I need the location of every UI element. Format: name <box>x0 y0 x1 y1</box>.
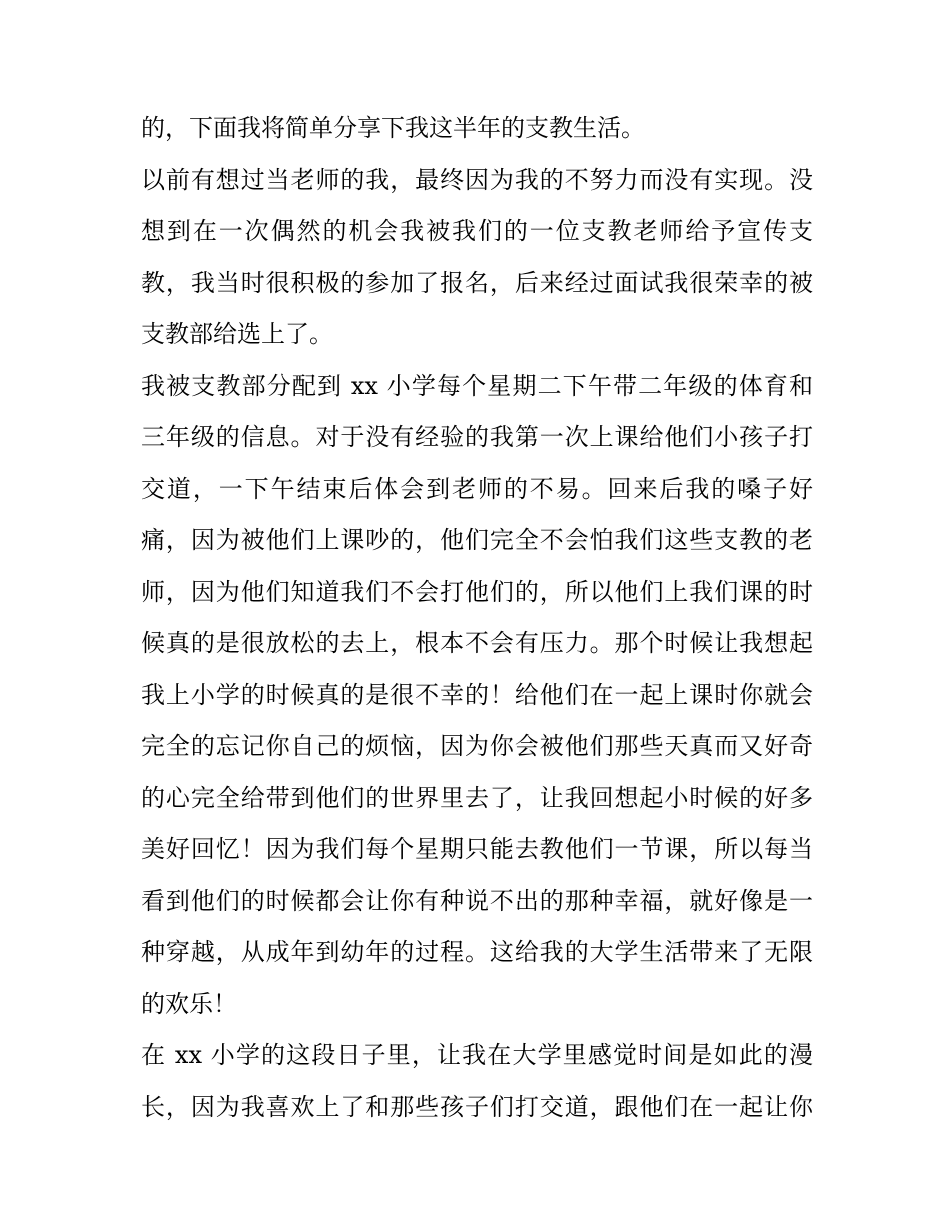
text-line: 师，因为他们知道我们不会打他们的，所以他们上我们课的时 <box>141 577 813 606</box>
text-line: 想到在一次偶然的机会我被我们的一位支教老师给予宣传支 <box>141 217 813 245</box>
text-line: 以前有想过当老师的我，最终因为我的不努力而没有实现。没 <box>141 165 813 194</box>
text-line: 我上小学的时候真的是很不幸的！给他们在一起上课时你就会 <box>141 680 813 709</box>
body-text <box>141 103 813 1133</box>
text-line: 痛，因为被他们上课吵的，他们完全不会怕我们这些支教的老 <box>141 526 813 554</box>
text-line: 三年级的信息。对于没有经验的我第一次上课给他们小孩子打 <box>141 423 813 451</box>
text-line: 长，因为我喜欢上了和那些孩子们打交道，跟他们在一起让你 <box>141 1092 813 1121</box>
text-line: 看到他们的时候都会让你有种说不出的那种幸福，就好像是一 <box>141 886 813 915</box>
text-line: 美好回忆！因为我们每个星期只能去教他们一节课，所以每当 <box>141 835 813 863</box>
text-line: 交道，一下午结束后体会到老师的不易。回来后我的嗓子好 <box>141 474 813 503</box>
text-line: 我被支教部分配到 xx 小学每个星期二下午带二年级的体育和 <box>141 371 813 400</box>
text-line: 候真的是很放松的去上，根本不会有压力。那个时候让我想起 <box>141 629 813 657</box>
text-line: 种穿越，从成年到幼年的过程。这给我的大学生活带来了无限 <box>141 938 813 966</box>
text-line: 在 xx 小学的这段日子里，让我在大学里感觉时间是如此的漫 <box>141 1041 813 1069</box>
text-line: 完全的忘记你自己的烦恼，因为你会被他们那些天真而又好奇 <box>141 732 813 760</box>
text-line: 的欢乐！ <box>141 989 237 1018</box>
text-line: 教，我当时很积极的参加了报名，后来经过面试我很荣幸的被 <box>141 268 813 297</box>
text-line: 支教部给选上了。 <box>141 320 333 348</box>
text-line: 的，下面我将简单分享下我这半年的支教生活。 <box>141 114 645 142</box>
text-line: 的心完全给带到他们的世界里去了，让我回想起小时候的好多 <box>141 783 813 812</box>
